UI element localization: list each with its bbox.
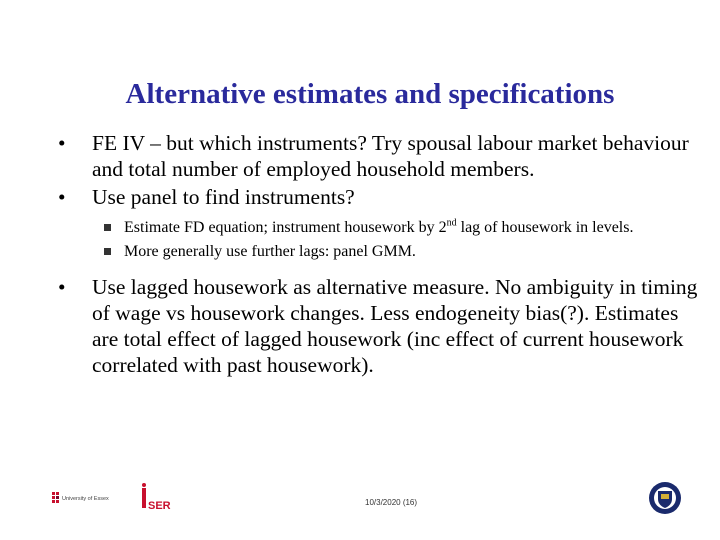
slide-content (58, 130, 698, 380)
bullet-dot: • (58, 275, 66, 299)
subbullet-list (58, 218, 698, 262)
square-bullet-icon (104, 224, 111, 231)
bullet-text: Use panel to find instruments? (92, 185, 355, 209)
university-of-essex-logo (52, 490, 122, 506)
superscript: nd (446, 217, 457, 229)
subbullet-item (58, 218, 698, 238)
subbullet-text-post: lag of housework in levels. (456, 219, 634, 236)
subbullet-item (58, 242, 698, 262)
subbullet-text-pre: Estimate FD equation; instrument housework by 2 (124, 219, 447, 236)
iser-logo (140, 482, 180, 512)
bullet-item (58, 274, 698, 378)
footer-date: 10/3/2020 (16) (365, 498, 418, 507)
oxford-crest-logo (648, 481, 682, 515)
page-title: Alternative estimates and specifications (125, 78, 615, 110)
bullet-item (58, 184, 698, 210)
bullet-text: FE IV – but which instruments? Try spousal labour market behaviour and total number of employed household members. (92, 131, 689, 181)
svg-text:University of Essex: University of Essex (62, 496, 109, 502)
bullet-dot: • (58, 185, 66, 209)
bullet-dot: • (58, 131, 66, 155)
bullet-item (58, 130, 698, 182)
svg-text:SER: SER (148, 500, 171, 512)
slide-footer (0, 480, 720, 540)
square-bullet-icon (104, 248, 111, 255)
bullet-text: Use lagged housework as alternative measure. No ambiguity in timing of wage vs housework changes. Less endogeneity bias(?). Estimates are total effect of lagged housework (inc effect of current housework correlated with past housework). (92, 275, 698, 377)
subbullet-text: More generally use further lags: panel GMM. (124, 243, 416, 260)
